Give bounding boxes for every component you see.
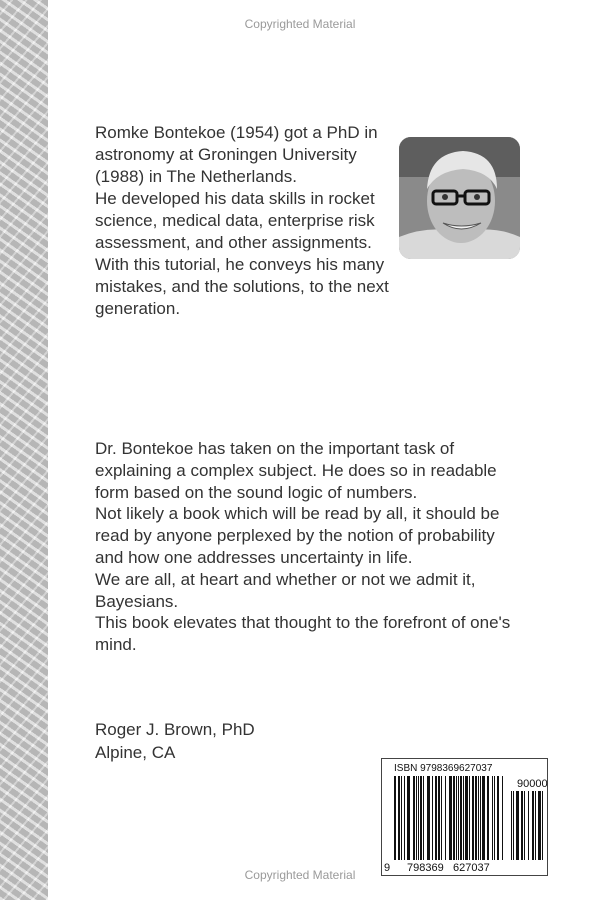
barcode-bar xyxy=(524,791,525,860)
barcode-bar xyxy=(487,776,489,860)
barcode-bar xyxy=(521,791,523,860)
barcode-bar xyxy=(435,776,437,860)
barcode-bar xyxy=(449,776,452,860)
review-paragraph: Not likely a book which will be read by all, it should be read by anyone perplexed by the notion of probability and how one addresses uncertainty in life. xyxy=(95,504,500,567)
review-text xyxy=(95,438,525,656)
barcode-bar xyxy=(513,791,514,860)
barcode-bar xyxy=(423,776,424,860)
barcode-bar xyxy=(478,776,479,860)
isbn-label: ISBN 9798369627037 xyxy=(394,763,493,774)
barcode-bar xyxy=(438,776,440,860)
barcode-main-bars xyxy=(394,776,504,860)
watermark-bottom: Copyrighted Material xyxy=(244,868,356,882)
reviewer-location: Alpine, CA xyxy=(95,743,176,762)
barcode-bar xyxy=(441,776,442,860)
watermark-top: Copyrighted Material xyxy=(244,17,356,31)
barcode-bar xyxy=(497,776,499,860)
barcode-bar xyxy=(460,776,462,860)
barcode-bar xyxy=(420,776,422,860)
barcode-bar xyxy=(413,776,415,860)
barcode-bar xyxy=(404,776,405,860)
bio-paragraph: Romke Bontekoe (1954) got a PhD in astronomy at Groningen University (1988) in The Netherlands. xyxy=(95,123,378,186)
barcode-bar xyxy=(394,776,396,860)
barcode-bar xyxy=(492,776,493,860)
barcode-bar xyxy=(458,776,459,860)
bio-paragraph: He developed his data skills in rocket science, medical data, enterprise risk assessment, and other assignments. xyxy=(95,189,375,252)
barcode-bar xyxy=(538,791,541,860)
bio-paragraph: With this tutorial, he conveys his many mistakes, and the solutions, to the next generation. xyxy=(95,255,389,318)
reviewer-signature xyxy=(95,718,255,764)
barcode-bar xyxy=(445,776,446,860)
barcode-digits-left: 798369 xyxy=(407,862,444,874)
author-photo xyxy=(399,137,520,259)
price-code: 90000 xyxy=(517,778,548,790)
barcode-bar xyxy=(416,776,417,860)
barcode-digits-right: 627037 xyxy=(453,862,490,874)
isbn-barcode xyxy=(381,758,548,876)
barcode-digit-prefix: 9 xyxy=(384,862,391,874)
barcode-bar xyxy=(516,791,519,860)
barcode-bar xyxy=(398,776,400,860)
review-paragraph: This book elevates that thought to the forefront of one's mind. xyxy=(95,613,511,655)
barcode-bar xyxy=(401,776,402,860)
barcode-bar xyxy=(472,776,474,860)
barcode-bar xyxy=(502,776,503,860)
barcode-bar xyxy=(465,776,468,860)
barcode-bar xyxy=(482,776,485,860)
barcode-bar xyxy=(469,776,470,860)
review-paragraph: Dr. Bontekoe has taken on the important task of explaining a complex subject. He does so in readable form based on the sound logic of numbers. xyxy=(95,439,497,502)
barcode-bar xyxy=(456,776,457,860)
reviewer-name: Roger J. Brown, PhD xyxy=(95,720,255,739)
barcode-addon-bars xyxy=(511,791,543,860)
barcode-bar xyxy=(480,776,481,860)
portrait-icon xyxy=(399,137,520,259)
barcode-bar xyxy=(475,776,477,860)
barcode-bar xyxy=(542,791,543,860)
barcode-bar xyxy=(432,776,433,860)
barcode-bar xyxy=(463,776,464,860)
barcode-bar xyxy=(418,776,419,860)
barcode-bar xyxy=(528,791,529,860)
barcode-bar xyxy=(453,776,455,860)
spine-texture xyxy=(0,0,48,900)
review-paragraph: We are all, at heart and whether or not we admit it, Bayesians. xyxy=(95,569,476,611)
barcode-bar xyxy=(427,776,430,860)
author-bio xyxy=(95,122,395,320)
barcode-bar xyxy=(494,776,495,860)
barcode-bar xyxy=(532,791,534,860)
barcode-bar xyxy=(407,776,410,860)
barcode-bar xyxy=(535,791,536,860)
barcode-bar xyxy=(511,791,512,860)
